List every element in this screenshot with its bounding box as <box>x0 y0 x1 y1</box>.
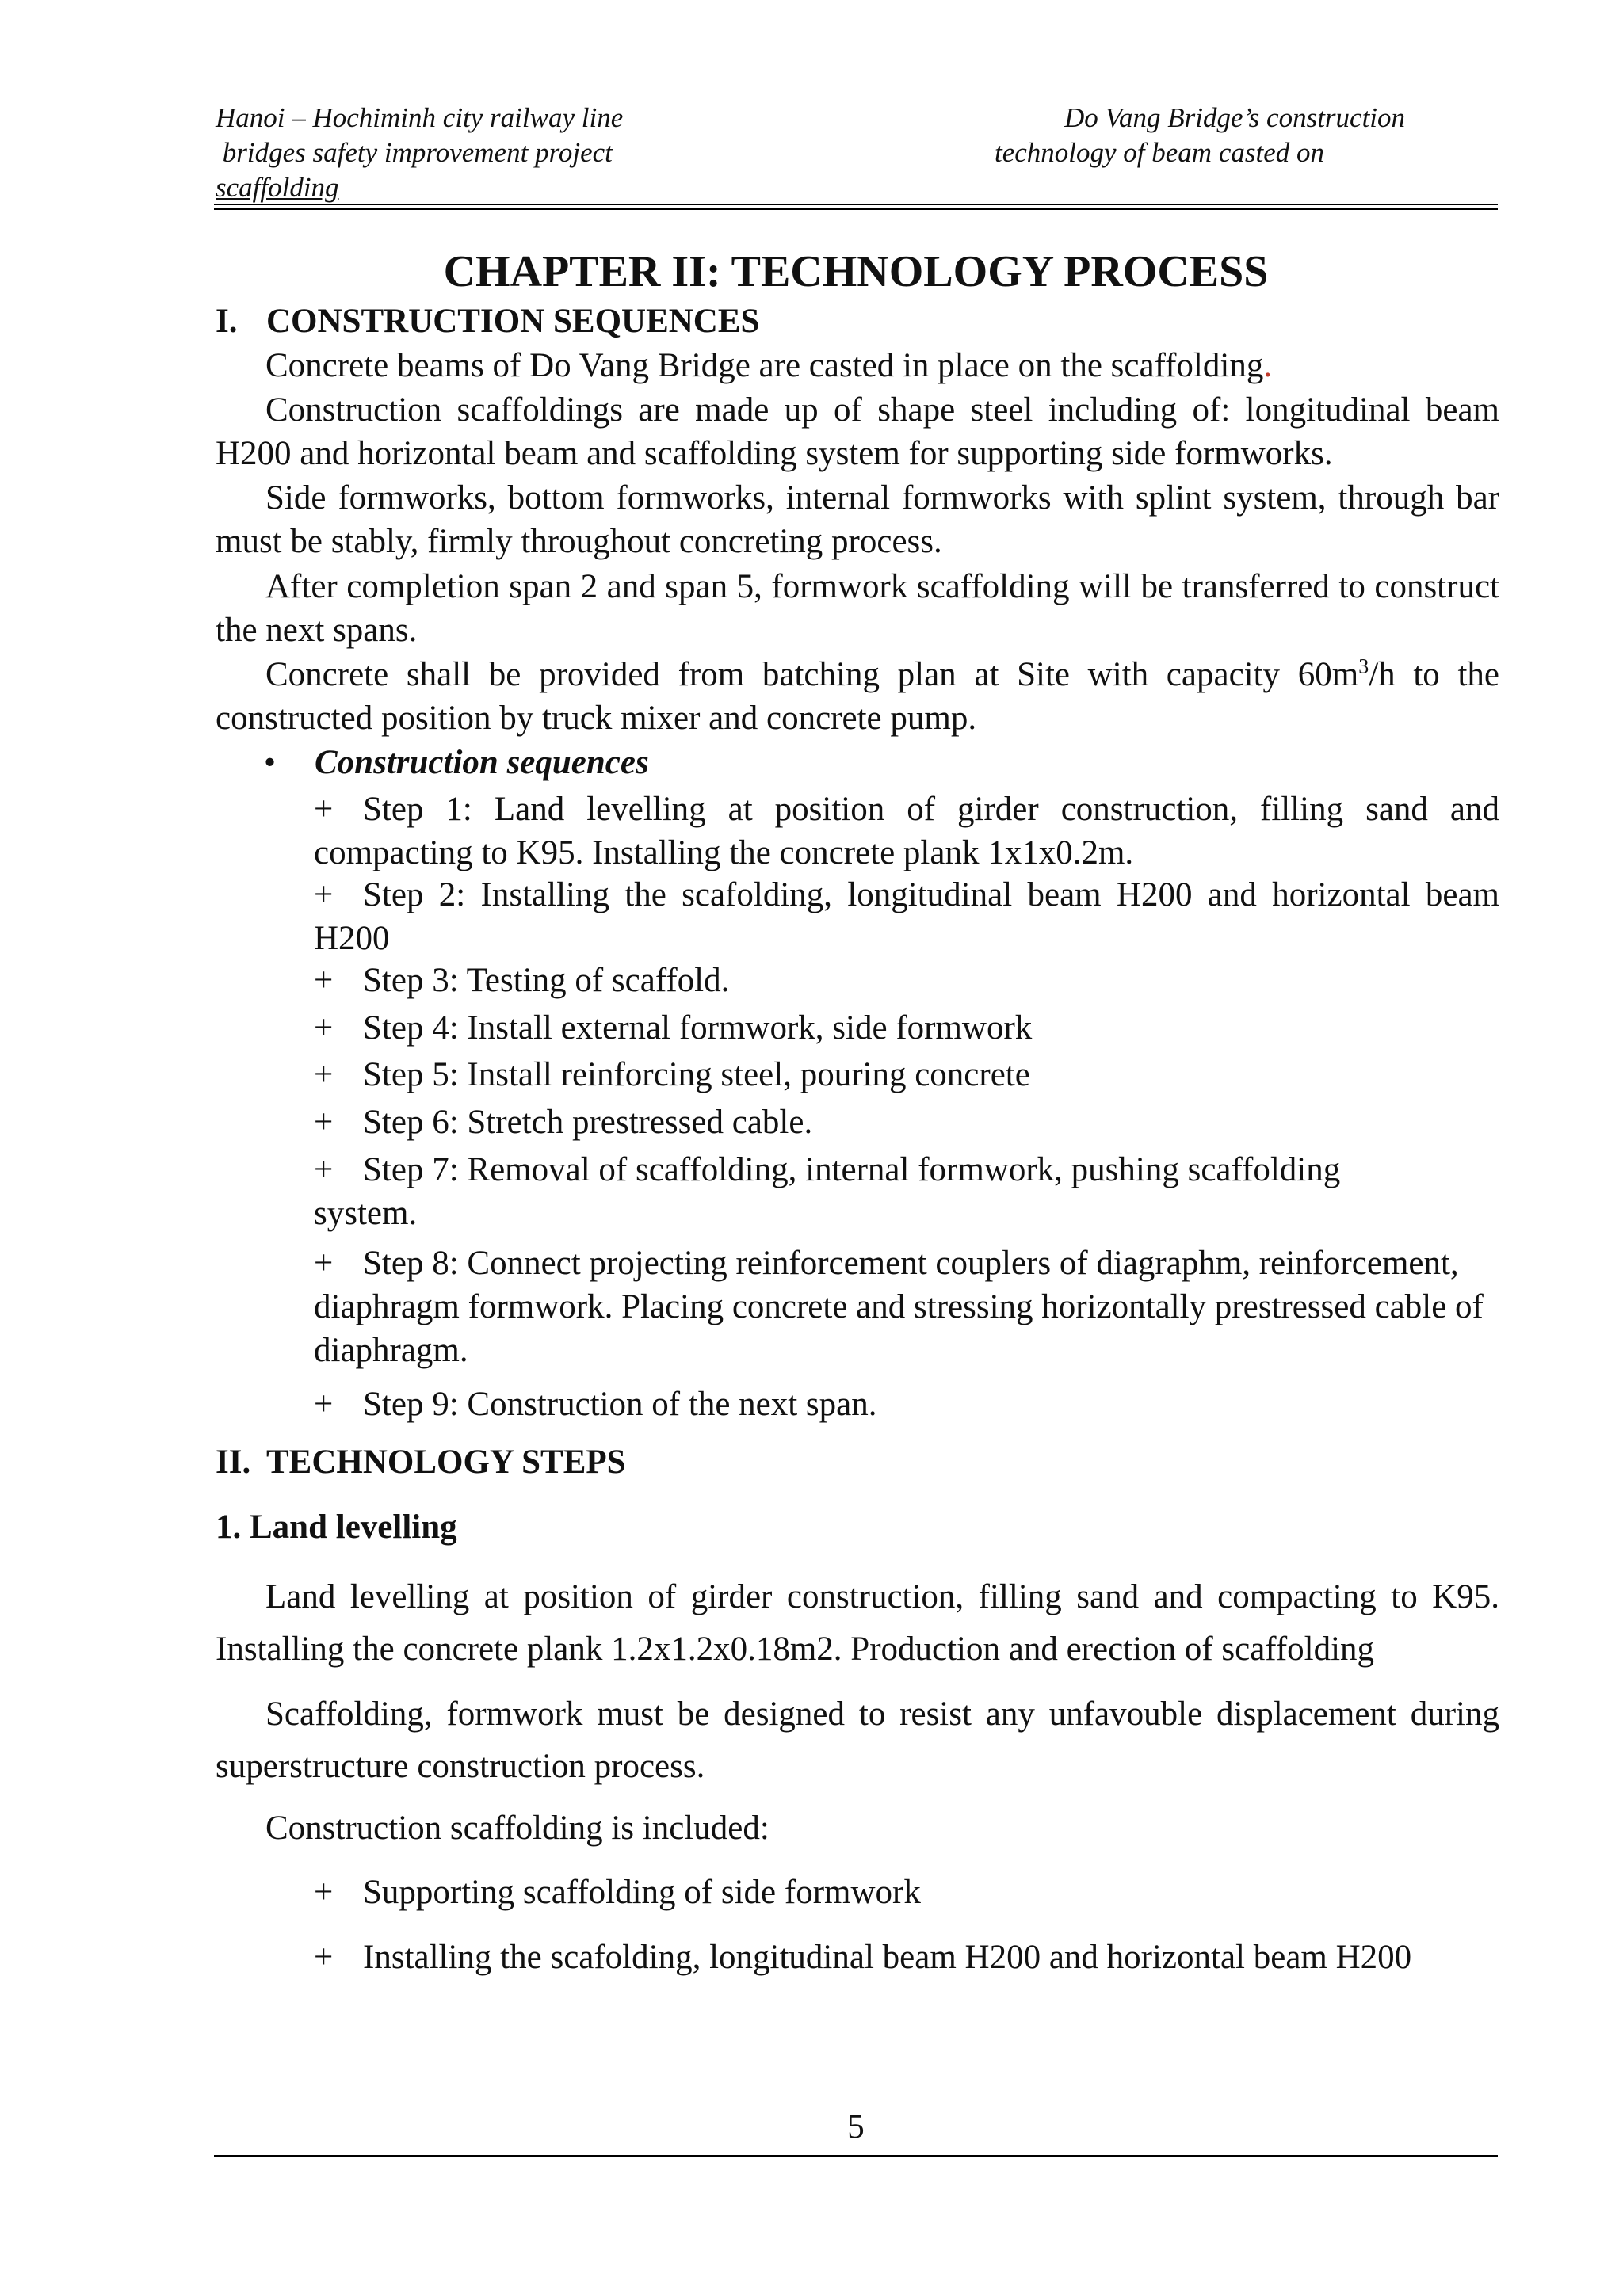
header-divider <box>214 204 1498 205</box>
section-2-paragraph-2: Scaffolding, formwork must be designed to resist any unfavouble displacement during superstructure construction process. <box>216 1695 1499 1785</box>
bullet-title: Construction sequences <box>315 744 649 781</box>
step-7: + Step 7: Removal of scaffolding, internal formwork, pushing scaffolding system. <box>314 1148 1407 1235</box>
header-left-line3: scaffolding <box>216 172 339 203</box>
section-2-title: TECHNOLOGY STEPS <box>266 1444 626 1481</box>
section-2-number: II. <box>216 1444 251 1481</box>
header-right-line1: Do Vang Bridge’s construction <box>1064 102 1406 133</box>
plus-icon: + <box>314 1874 334 1911</box>
plus-icon: + <box>314 1386 334 1423</box>
section-2-paragraph-3: Construction scaffolding is included: <box>265 1810 769 1847</box>
step-4: + Step 4: Install external formwork, side formwork <box>314 1006 1499 1050</box>
bullet-icon: • <box>264 744 277 781</box>
subsection-1-title: 1. Land levelling <box>216 1508 457 1546</box>
footer-divider <box>214 2155 1498 2157</box>
plus-icon: + <box>314 1939 334 1976</box>
section-1-paragraph-1: Concrete beams of Do Vang Bridge are casted in place on the scaffolding. <box>265 347 1273 384</box>
section-2-heading <box>216 1442 626 1483</box>
plus-icon: + <box>314 1056 334 1093</box>
plus-icon: + <box>314 1151 334 1188</box>
scaffolding-item-1: + Supporting scaffolding of side formwork <box>314 1871 1499 1914</box>
plus-icon: + <box>314 1009 334 1047</box>
chapter-title: CHAPTER II: TECHNOLOGY PROCESS <box>443 247 1269 296</box>
plus-icon: + <box>314 1104 334 1141</box>
step-5: + Step 5: Install reinforcing steel, pouring concrete <box>314 1053 1499 1097</box>
plus-icon: + <box>314 1245 334 1282</box>
section-1-paragraph-4: After completion span 2 and span 5, formwork scaffolding will be transferred to construct the next spans. <box>216 568 1499 649</box>
page-number: 5 <box>847 2108 865 2145</box>
section-1-paragraph-2: Construction scaffoldings are made up of shape steel including of: longitudinal beam H200 and horizontal beam and scaffolding system for supporting side formworks. <box>216 391 1499 472</box>
step-8: + Step 8: Connect projecting reinforcement couplers of diagraphm, reinforcement, diaphragm formwork. Placing concrete and stressing horizontally prestressed cable of diaphragm. <box>314 1241 1487 1372</box>
step-1: + Step 1: Land levelling at position of girder construction, filling sand and compacting to K95. Installing the concrete plank 1x1x0.2m. <box>314 788 1499 875</box>
section-1-number: I. <box>216 303 238 340</box>
plus-icon: + <box>314 791 334 828</box>
section-1-paragraph-3: Side formworks, bottom formworks, internal formworks with splint system, through bar must be stably, firmly throughout concreting process. <box>216 479 1499 560</box>
step-3: + Step 3: Testing of scaffold. <box>314 959 1499 1002</box>
step-9: + Step 9: Construction of the next span. <box>314 1383 1499 1426</box>
plus-icon: + <box>314 876 334 913</box>
step-2: + Step 2: Installing the scafolding, longitudinal beam H200 and horizontal beam H200 <box>314 873 1499 960</box>
construction-sequences-bullet <box>264 741 649 784</box>
section-2-paragraph-1: Land levelling at position of girder construction, filling sand and compacting to K95. Installing the concrete plank 1.2x1.2x0.18m2. Production and erection of scaffolding <box>216 1578 1499 1668</box>
section-1-paragraph-5: Concrete shall be provided from batching plan at Site with capacity $60m^3/h$ to the constructed position by truck mixer and concrete pump. <box>216 654 1499 737</box>
header-left-line2: bridges safety improvement project <box>216 137 613 168</box>
plus-icon: + <box>314 962 334 999</box>
section-1-heading <box>216 301 759 342</box>
header-right-line2: technology of beam casted on <box>995 137 1325 168</box>
header-divider-second <box>214 208 1498 210</box>
section-1-title: CONSTRUCTION SEQUENCES <box>266 303 760 340</box>
scaffolding-item-2: + Installing the scafolding, longitudinal beam H200 and horizontal beam H200 <box>314 1936 1499 1979</box>
step-6: + Step 6: Stretch prestressed cable. <box>314 1100 1499 1144</box>
header-left-line1: Hanoi – Hochiminh city railway line <box>216 102 624 133</box>
